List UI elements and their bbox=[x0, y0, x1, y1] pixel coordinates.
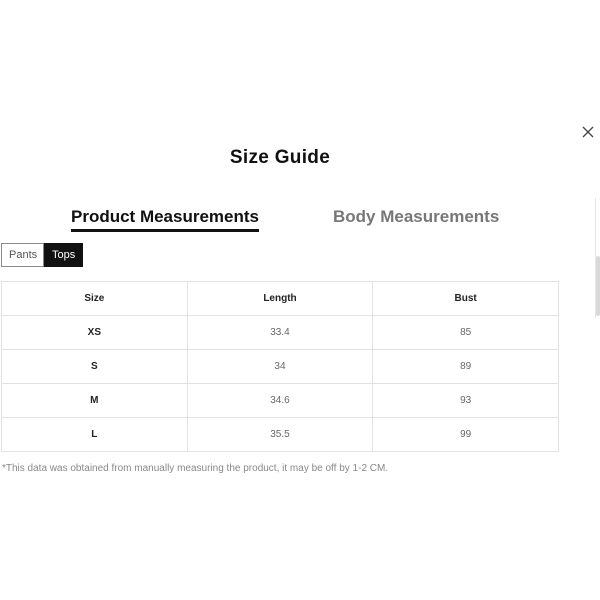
header-bust: Bust bbox=[373, 282, 559, 316]
table-row bbox=[2, 384, 559, 418]
bust-cell: 99 bbox=[373, 418, 559, 452]
dialog-title: Size Guide bbox=[229, 147, 331, 168]
table-row bbox=[2, 418, 559, 452]
table-row bbox=[2, 350, 559, 384]
pants-toggle-button[interactable]: Pants bbox=[1, 243, 44, 267]
size-cell: M bbox=[2, 384, 188, 418]
tab-product-measurements[interactable]: Product Measurements bbox=[71, 207, 259, 232]
category-toggle bbox=[1, 243, 83, 267]
size-table bbox=[1, 281, 559, 452]
scrollbar-thumb[interactable] bbox=[596, 256, 600, 316]
length-cell: 35.5 bbox=[187, 418, 373, 452]
header-length: Length bbox=[187, 282, 373, 316]
tab-body-measurements[interactable]: Body Measurements bbox=[333, 207, 500, 226]
size-cell: XS bbox=[2, 316, 188, 350]
header-size: Size bbox=[2, 282, 188, 316]
bust-cell: 93 bbox=[373, 384, 559, 418]
size-cell: L bbox=[2, 418, 188, 452]
close-button[interactable] bbox=[580, 124, 596, 140]
measurement-note: *This data was obtained from manually measuring the product, it may be off by 1-2 CM. bbox=[2, 463, 389, 473]
table-header-row bbox=[2, 282, 559, 316]
bust-cell: 85 bbox=[373, 316, 559, 350]
close-icon bbox=[580, 124, 596, 140]
size-cell: S bbox=[2, 350, 188, 384]
bust-cell: 89 bbox=[373, 350, 559, 384]
length-cell: 33.4 bbox=[187, 316, 373, 350]
length-cell: 34 bbox=[187, 350, 373, 384]
tops-toggle-button[interactable]: Tops bbox=[44, 243, 83, 267]
length-cell: 34.6 bbox=[187, 384, 373, 418]
table-row bbox=[2, 316, 559, 350]
